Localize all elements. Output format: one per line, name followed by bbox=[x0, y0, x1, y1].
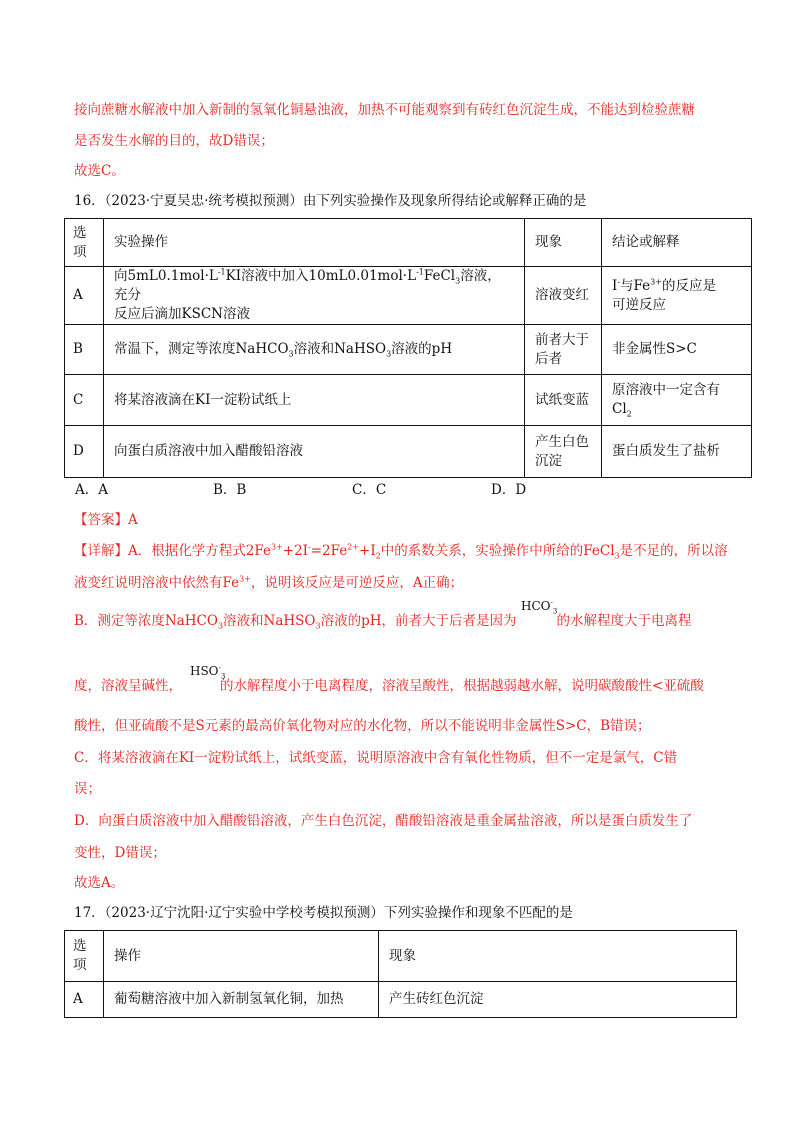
row-c-option: C bbox=[65, 375, 104, 426]
table-header-row bbox=[65, 931, 737, 982]
question-17-prompt: 17．（2023·辽宁沈阳·辽宁实验中学校考模拟预测）下列实验操作和现象不匹配的是 bbox=[74, 905, 573, 921]
detail-line-3: B．测定等浓度NaHCO$_3$溶液和NaHSO$_3$溶液的pH，前者大于后者是因为 的水解程度大于电离程 bbox=[74, 613, 692, 631]
row-c-operation: 将某溶液滴在KI一淀粉试纸上 bbox=[104, 375, 525, 426]
detail-line-10: 故选A。 bbox=[74, 875, 125, 891]
table-header-row bbox=[65, 219, 752, 267]
row-d-operation: 向蛋白质溶液中加入醋酸铅溶液 bbox=[104, 426, 525, 478]
table-row bbox=[65, 267, 752, 325]
row-a-operation: 向$5mL0.1mol\cdot L^{-1}KI$溶液中加入$10mL0.01mol\cdot L^{-1}FeCl_3$溶液，充分 反应后滴加KSCN溶液 bbox=[104, 267, 525, 325]
detail-line-5: 酸性，但亚硫酸不是S元素的最高价氧化物对应的水化物，所以不能说明非金属性S>C，B错误； bbox=[74, 718, 651, 734]
row-c-phenomenon: 试纸变蓝 bbox=[525, 375, 602, 426]
row-a-conclusion: I-与$Fe^{3+}$的反应是 可逆反应 bbox=[602, 267, 752, 325]
choice-a: A．A bbox=[75, 482, 108, 498]
detail-line-9: 变性，D错误； bbox=[74, 845, 166, 861]
table-row bbox=[65, 982, 737, 1018]
table-row bbox=[65, 375, 752, 426]
choice-b: B．B bbox=[213, 482, 247, 498]
row-b-operation: 常温下，测定等浓度NaHCO$_3$溶液和NaHSO$_3$溶液的pH bbox=[104, 325, 525, 375]
detail-line-8: D．向蛋白质溶液中加入醋酸铅溶液，产生白色沉淀，醋酸铅溶液是重金属盐溶液，所以是蛋白质发生了 bbox=[74, 813, 693, 829]
detail-line-1: 【详解】A．根据化学方程式$2Fe^{3+}+2I^-=2Fe^{2+}+I_2$中的系数关系，实验操作中所给的FeCl$_3$是不足的，所以溶 bbox=[74, 542, 728, 561]
table-row bbox=[65, 426, 752, 478]
row-b-phenomenon: 前者大于 后者 bbox=[525, 325, 602, 375]
choice-c: C．C bbox=[352, 482, 387, 498]
header-phenomenon: 现象 bbox=[525, 219, 602, 267]
detail-line-2: 液变红说明溶液中依然有$Fe^{3+}$，说明该反应是可逆反应，A正确； bbox=[74, 574, 464, 591]
table-row bbox=[65, 325, 752, 375]
detail-line-4: 度，溶液呈碱性， 的水解程度小于电离程度，溶液呈酸性，根据越弱越水解，说明碳酸酸性<亚硫酸 bbox=[74, 678, 704, 694]
question-17-table bbox=[64, 930, 737, 1018]
header-operation: 操作 bbox=[104, 931, 379, 982]
prev-answer-line-2: 是否发生水解的目的，故D错误； bbox=[74, 133, 274, 149]
row-a-phenomenon: 溶液变红 bbox=[525, 267, 602, 325]
row-a-phenomenon: 产生砖红色沉淀 bbox=[379, 982, 737, 1018]
header-option: 选 项 bbox=[65, 931, 104, 982]
row-d-phenomenon: 产生白色 沉淀 bbox=[525, 426, 602, 478]
answer-label: 【答案】A bbox=[74, 512, 138, 528]
question-16-prompt: 16．（2023·宁夏吴忠·统考模拟预测）由下列实验操作及现象所得结论或解释正确的是 bbox=[74, 193, 587, 209]
hco3-ion-formula: $HCO^-_3$ bbox=[521, 599, 558, 616]
prev-answer-line-3: 故选C。 bbox=[74, 163, 125, 179]
row-b-conclusion: 非金属性S>C bbox=[602, 325, 752, 375]
row-d-conclusion: 蛋白质发生了盐析 bbox=[602, 426, 752, 478]
choice-d: D．D bbox=[491, 482, 527, 498]
detail-line-6: C．将某溶液滴在KI一淀粉试纸上，试纸变蓝，说明原溶液中含有氧化性物质，但不一定是氯气，C错 bbox=[74, 750, 678, 766]
row-b-option: B bbox=[65, 325, 104, 375]
header-conclusion: 结论或解释 bbox=[602, 219, 752, 267]
row-a-option: A bbox=[65, 982, 104, 1018]
detail-line-7: 误； bbox=[74, 781, 101, 797]
hso3-ion-formula: $HSO^-_3$ bbox=[190, 664, 226, 681]
prev-answer-line-1: 接向蔗糖水解液中加入新制的氢氧化铜悬浊液，加热不可能观察到有砖红色沉淀生成，不能达到检验蔗糖 bbox=[74, 102, 695, 118]
header-option: 选 项 bbox=[65, 219, 104, 267]
header-phenomenon: 现象 bbox=[379, 931, 737, 982]
header-operation: 实验操作 bbox=[104, 219, 525, 267]
row-d-option: D bbox=[65, 426, 104, 478]
question-16-table bbox=[64, 218, 752, 478]
row-c-conclusion: 原溶液中一定含有 $Cl_2$ bbox=[602, 375, 752, 426]
row-a-operation: 葡萄糖溶液中加入新制氢氧化铜，加热 bbox=[104, 982, 379, 1018]
row-a-option: A bbox=[65, 267, 104, 325]
